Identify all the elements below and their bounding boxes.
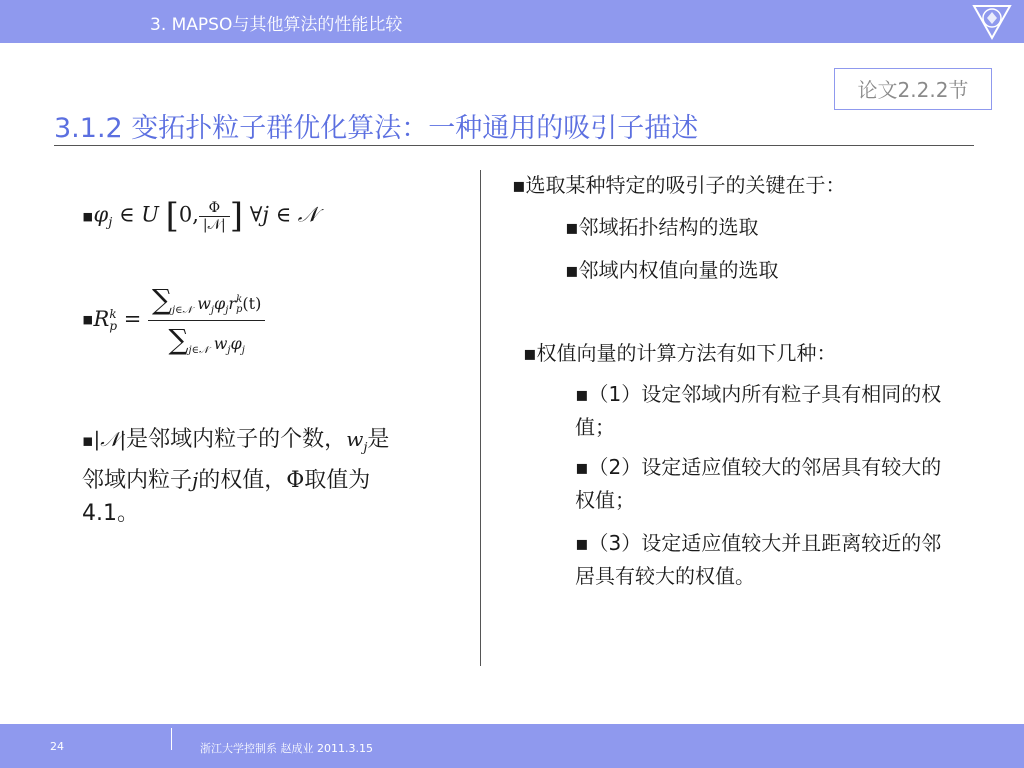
title-divider [54,145,974,146]
footer-bar [0,724,1024,768]
method-3: ▪（3）设定适应值较大并且距离较近的邻居具有较大的权值。 [575,531,942,588]
section-title: 3. MAPSO与其他算法的性能比较 [150,15,403,35]
paper-reference-box: 论文2.2.2节 [834,68,992,110]
column-divider [480,170,481,666]
slide-title: 3.1.2 变拓扑粒子群优化算法：一种通用的吸引子描述 [54,113,699,144]
method-1: ▪（1）设定邻域内所有粒子具有相同的权值； [575,382,942,439]
bullet-weight-selection: ▪邻域内权值向量的选取 [565,258,779,282]
neighborhood-description: ▪|𝒩|是邻域内粒子的个数，$w_j$是 邻域内粒子j的权值，Φ取值为 4.1。 [82,427,390,527]
bullet-key-selection: ▪选取某种特定的吸引子的关键在于： [512,173,846,197]
university-logo-icon [970,2,1014,41]
bullet-topology-selection: ▪邻域拓扑结构的选取 [565,215,759,239]
bullet-weight-methods: ▪权值向量的计算方法有如下几种： [523,341,837,365]
method-2: ▪（2）设定适应值较大的邻居具有较大的权值； [575,455,942,512]
formula-phi-definition: $▪\varphi_j$ ∈ U [0, $\frac{\Phi}{\text{|𝒩|}}$ ] ∀j ∈ 𝒩 [82,196,318,236]
footer-info: 浙江大学控制系 赵成业 2011.3.15 [200,742,373,755]
header-bar [0,0,1024,43]
formula-attractor-definition: ▪R k p = $\sum_{j\in 𝒩}$ $w_j\varphi_jr$ k p (t) $\sum_{j\in 𝒩}$ $w_j\varphi_j$ [82,283,265,356]
footer-separator [171,728,172,750]
page-number: 24 [50,740,64,753]
